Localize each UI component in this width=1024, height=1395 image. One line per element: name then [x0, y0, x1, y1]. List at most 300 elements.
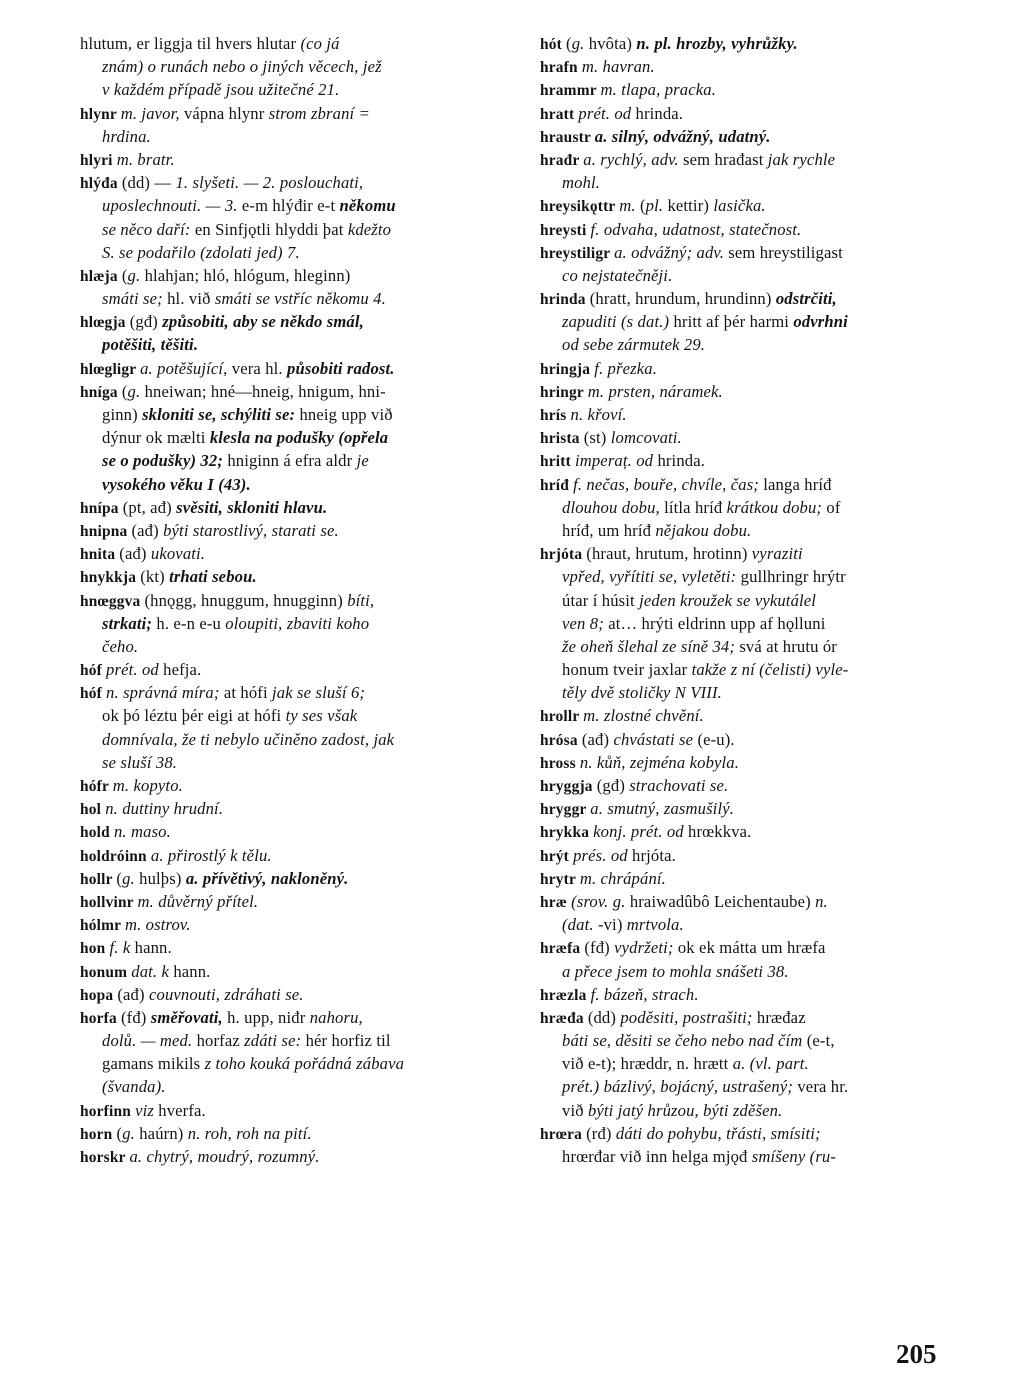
- entry-text: (e-t,: [806, 1031, 835, 1051]
- left-column: [80, 32, 508, 1168]
- headword: horn: [80, 1125, 117, 1143]
- entry-text: h. e-n e-u: [156, 613, 226, 633]
- entry-text: at hófi: [223, 683, 273, 703]
- entry-text: skloniti se, schýliti se:: [142, 405, 300, 424]
- entry-continuation-line: [80, 728, 508, 751]
- entry-text: z toho kouká pořádná zábava: [204, 1054, 405, 1074]
- entry-text: (ađ): [131, 520, 164, 540]
- entry-text: at… hrýti eldrinn upp af hǫlluni: [608, 613, 826, 633]
- entry-text: g.: [571, 34, 589, 53]
- entry-continuation-line: [540, 1052, 950, 1075]
- entry-text: strachovati se.: [629, 776, 729, 795]
- headword: hlæja: [80, 267, 122, 285]
- entry-line: [80, 1099, 508, 1122]
- entry-continuation-line: [80, 426, 508, 449]
- entry-continuation-line: [540, 310, 950, 333]
- entry-text: dýnur ok mælti: [102, 428, 210, 448]
- entry-line: [80, 32, 508, 55]
- entry-continuation-line: [540, 1145, 950, 1168]
- headword: hóf: [80, 662, 107, 680]
- entry-line: [80, 1122, 508, 1145]
- entry-text: dlouhou dobu,: [562, 497, 665, 517]
- entry-line: [80, 148, 508, 171]
- entry-text: vpřed, vyřítiti se, vyletěti:: [562, 567, 741, 587]
- entry-text: gullhringr hrýtr: [740, 567, 846, 587]
- entry-text: hann.: [173, 961, 211, 981]
- headword: hnita: [80, 546, 120, 564]
- headword: hrista: [540, 430, 584, 448]
- entry-text: těly dvě stoličky N VIII.: [562, 683, 722, 703]
- entry-continuation-line: [540, 960, 950, 983]
- entry-text: hrjóta.: [632, 845, 676, 865]
- entry-text: e-m hlýđir e-t: [241, 196, 340, 216]
- headword: hníga: [80, 383, 122, 401]
- entry-continuation-line: [540, 171, 950, 194]
- entry-line: [540, 890, 950, 913]
- headword: hon: [80, 940, 110, 958]
- entry-text: mrtvola.: [626, 915, 684, 935]
- entry-text: (hraut, hrutum, hrotinn): [586, 544, 752, 564]
- headword: hross: [540, 754, 580, 772]
- entry-text: f. nečas, bouře, chvíle, čas;: [573, 474, 764, 494]
- headword: horskr: [80, 1149, 130, 1166]
- entry-text: a. chytrý, moudrý, rozumný.: [129, 1147, 320, 1166]
- entry-text: hraiwadûbô Leichentaube): [629, 891, 816, 911]
- entry-text: dáti do pohybu, třásti, smísiti;: [615, 1123, 821, 1143]
- headword: hnipna: [80, 522, 132, 540]
- entry-text: je: [356, 451, 369, 471]
- entry-text: svá at hrutu ór: [739, 636, 837, 656]
- entry-text: hrinda.: [657, 451, 706, 471]
- entry-continuation-line: [540, 658, 950, 681]
- entry-text: n. roh, roh na pití.: [187, 1123, 312, 1143]
- entry-text: (kt): [140, 567, 170, 587]
- headword: hræfa: [540, 940, 585, 958]
- headword: hrafn: [540, 59, 582, 77]
- right-column: [540, 32, 950, 1168]
- entry-text: a. (vl. part.: [732, 1054, 809, 1074]
- entry-text: (hnǫgg, hnuggum, hnugginn): [144, 590, 348, 610]
- entry-text: klesla na podušky (opřela: [209, 428, 389, 448]
- entry-continuation-line: [80, 125, 508, 148]
- entry-text: prét. od: [106, 660, 164, 680]
- entry-text: g.: [122, 1123, 140, 1143]
- entry-line: [540, 449, 950, 472]
- entry-text: působiti radost.: [287, 358, 395, 378]
- entry-line: [540, 148, 950, 171]
- entry-line: [540, 728, 950, 751]
- entry-text: vyraziti: [751, 544, 803, 564]
- entry-line: [80, 797, 508, 820]
- entry-text: jak se sluší 6;: [272, 683, 366, 703]
- entry-text: m. chrápání.: [579, 868, 666, 888]
- entry-continuation-line: [80, 241, 508, 264]
- entry-text: n. křoví.: [570, 405, 627, 424]
- entry-continuation-line: [540, 565, 950, 588]
- entry-text: n. duttiny hrudní.: [105, 799, 224, 819]
- entry-line: [540, 867, 950, 890]
- entry-continuation-line: [80, 751, 508, 774]
- entry-text: m.: [619, 196, 640, 216]
- entry-line: [80, 1145, 508, 1168]
- entry-line: [80, 310, 508, 333]
- entry-text: n. kůň, zejména kobyla.: [579, 752, 740, 772]
- entry-text: (rđ): [586, 1123, 616, 1143]
- entry-text: od sebe zármutek 29.: [562, 335, 706, 355]
- entry-text: (co já: [300, 34, 340, 53]
- entry-line: [80, 519, 508, 542]
- entry-text: lasička.: [713, 196, 766, 216]
- entry-line: [540, 820, 950, 843]
- entry-text: vysokého věku I (43).: [102, 474, 251, 494]
- headword: holdróinn: [80, 847, 151, 865]
- entry-text: (: [116, 868, 123, 888]
- entry-text: směřovati,: [150, 1007, 228, 1027]
- entry-continuation-line: [540, 612, 950, 635]
- entry-text: smáti se;: [102, 289, 168, 309]
- entry-text: viz: [135, 1100, 159, 1120]
- entry-text: S. se podařilo (zdolati jed) 7.: [102, 242, 300, 262]
- headword: hreysikǫttr: [540, 198, 620, 216]
- entry-continuation-line: [80, 1029, 508, 1052]
- entry-line: [80, 496, 508, 519]
- entry-text: prét. od: [578, 103, 636, 123]
- entry-text: (srov. g.: [571, 891, 630, 911]
- entry-text: pl.: [645, 196, 668, 216]
- entry-text: býti jatý hrůzou, býti zděšen.: [587, 1100, 783, 1120]
- entry-text: konj. prét. od: [593, 822, 689, 842]
- entry-text: se o podušky) 32;: [102, 451, 228, 471]
- entry-text: sem hrađast: [683, 149, 768, 169]
- entry-text: mohl.: [562, 173, 601, 193]
- headword: hrósa: [540, 731, 582, 749]
- entry-text: trhati sebou.: [169, 567, 257, 587]
- entry-text: m. kopyto.: [112, 776, 183, 795]
- entry-text: ginn): [102, 405, 143, 424]
- entry-line: [540, 241, 950, 264]
- entry-text: nahoru,: [309, 1007, 363, 1027]
- entry-text: gamans mikils: [102, 1054, 205, 1074]
- entry-text: smíšeny (ru-: [751, 1147, 837, 1166]
- entry-text: odvrhni: [793, 312, 848, 332]
- entry-continuation-line: [540, 681, 950, 704]
- entry-text: prét.) bázlivý, bojácný, ustrašený;: [562, 1077, 798, 1097]
- entry-text: hann.: [134, 938, 172, 958]
- entry-text: jak rychle: [767, 149, 836, 169]
- entry-line: [80, 658, 508, 681]
- entry-text: způsobiti, aby se někdo smál,: [162, 312, 364, 332]
- headword: hryggr: [540, 801, 591, 819]
- entry-text: en Sinfjǫtli hlyddi þat: [194, 219, 348, 239]
- entry-text: a přece jsem to mohla snášeti 38.: [562, 961, 789, 981]
- entry-text: -vi): [597, 915, 627, 935]
- entry-text: hvôta): [588, 34, 637, 53]
- entry-line: [540, 774, 950, 797]
- entry-text: (fđ): [584, 938, 615, 958]
- entry-line: [540, 844, 950, 867]
- entry-text: hríđ, um hríđ: [562, 520, 656, 540]
- entry-text: m. bratr.: [116, 149, 175, 169]
- entry-text: jeden kroužek se vykutálel: [639, 590, 817, 610]
- entry-text: f. k: [109, 938, 135, 958]
- entry-text: co nejstatečněji.: [562, 265, 673, 285]
- headword: horfa: [80, 1009, 121, 1027]
- entry-continuation-line: [540, 1099, 950, 1122]
- entry-text: smáti se vstříc někomu 4.: [214, 289, 386, 309]
- entry-text: hræđaz: [756, 1007, 806, 1027]
- entry-text: zdáti se:: [244, 1031, 306, 1051]
- entry-text: lítla hríđ: [664, 497, 727, 517]
- entry-line: [540, 983, 950, 1006]
- entry-continuation-line: [80, 287, 508, 310]
- entry-continuation-line: [80, 1075, 508, 1098]
- entry-continuation-line: [80, 1052, 508, 1075]
- entry-text: se sluší 38.: [102, 752, 178, 772]
- entry-text: hlutum, er liggja til hvers hlutar: [80, 34, 301, 53]
- entry-line: [80, 171, 508, 194]
- entry-text: (: [116, 1123, 123, 1143]
- headword: hlœgja: [80, 314, 130, 332]
- entry-text: ok ek mátta um hræfa: [677, 938, 826, 958]
- entry-text: ty ses však: [285, 706, 358, 726]
- entry-text: langa hríđ: [763, 474, 832, 494]
- entry-text: hrœrđar við inn helga mjǫđ: [562, 1147, 752, 1166]
- entry-text: (: [566, 34, 572, 53]
- entry-line: [540, 936, 950, 959]
- headword: hreysti: [540, 221, 591, 239]
- entry-text: znám) o runách nebo o jiných věcech, jež: [102, 57, 382, 77]
- entry-text: někomu: [339, 196, 396, 216]
- entry-text: nějakou dobu.: [655, 520, 752, 540]
- entry-line: [540, 125, 950, 148]
- entry-text: (ađ): [119, 544, 151, 564]
- entry-text: hniginn á efra aldr: [227, 451, 357, 471]
- entry-text: m. tlapa, pracka.: [600, 80, 716, 100]
- headword: hopa: [80, 986, 118, 1004]
- entry-text: (gđ): [596, 776, 630, 795]
- entry-text: čeho.: [102, 636, 139, 656]
- entry-continuation-line: [540, 635, 950, 658]
- entry-text: g.: [122, 868, 140, 888]
- entry-continuation-line: [80, 194, 508, 217]
- entry-continuation-line: [540, 1075, 950, 1098]
- entry-text: vydržeti;: [614, 938, 678, 958]
- headword: hræzla: [540, 986, 591, 1004]
- headword: hrytr: [540, 870, 580, 888]
- entry-line: [540, 542, 950, 565]
- entry-text: vápna hlynr: [183, 103, 269, 123]
- entry-continuation-line: [80, 704, 508, 727]
- headword: hold: [80, 824, 114, 842]
- entry-continuation-line: [80, 449, 508, 472]
- entry-text: (dd) —: [121, 173, 176, 193]
- entry-line: [540, 55, 950, 78]
- headword: hrjóta: [540, 546, 587, 564]
- entry-text: (e-u).: [697, 729, 735, 749]
- entry-line: [540, 1122, 950, 1145]
- entry-text: hrinda.: [635, 103, 684, 123]
- entry-text: 1. slyšeti. — 2. poslouchati,: [175, 173, 364, 193]
- entry-text: chvástati se: [613, 729, 698, 749]
- entry-text: (ađ): [581, 729, 614, 749]
- entry-text: a. přívětivý, nakloněný.: [185, 868, 349, 888]
- headword: hollr: [80, 870, 117, 888]
- entry-text: couvnouti, zdráhati se.: [148, 984, 304, 1004]
- headword: hringja: [540, 360, 595, 378]
- entry-text: a. odvážný; adv.: [614, 242, 729, 262]
- entry-text: hulþs): [139, 868, 186, 888]
- entry-text: oloupiti, zbaviti koho: [225, 613, 370, 633]
- entry-text: (ađ): [117, 984, 149, 1004]
- entry-text: domnívala, že ti nebylo učiněno zadost, jak: [102, 729, 395, 749]
- entry-continuation-line: [540, 913, 950, 936]
- entry-text: že oheň šlehal ze síně 34;: [562, 636, 740, 656]
- entry-line: [80, 357, 508, 380]
- entry-text: a. rychlý, adv.: [583, 149, 684, 169]
- entry-continuation-line: [540, 264, 950, 287]
- entry-line: [540, 194, 950, 217]
- entry-line: [80, 264, 508, 287]
- entry-text: bíti,: [347, 590, 375, 610]
- entry-continuation-line: [80, 218, 508, 241]
- entry-continuation-line: [80, 612, 508, 635]
- entry-line: [80, 867, 508, 890]
- entry-text: ok þó léztu þér eigi at hófi: [102, 706, 286, 726]
- entry-line: [540, 32, 950, 55]
- entry-text: prés. od: [573, 845, 633, 865]
- entry-line: [80, 983, 508, 1006]
- entry-text: (pt, ađ): [122, 497, 177, 517]
- entry-continuation-line: [540, 496, 950, 519]
- entry-text: við: [562, 1100, 588, 1120]
- headword: honum: [80, 963, 132, 981]
- entry-text: poděsiti, postrašiti;: [620, 1007, 757, 1027]
- entry-line: [80, 844, 508, 867]
- entry-text: n. maso.: [113, 822, 171, 842]
- entry-text: (gđ): [129, 312, 163, 332]
- entry-line: [540, 78, 950, 101]
- entry-text: se něco daří:: [102, 219, 195, 239]
- headword: hræđa: [540, 1009, 588, 1027]
- entry-text: hneiwan; hné—hneig, hnigum, hni-: [144, 381, 386, 401]
- entry-line: [80, 936, 508, 959]
- entry-text: (: [121, 265, 128, 285]
- entry-line: [540, 287, 950, 310]
- entry-line: [540, 380, 950, 403]
- entry-line: [80, 565, 508, 588]
- entry-text: ukovati.: [150, 544, 206, 564]
- entry-line: [80, 913, 508, 936]
- entry-text: (dat.: [562, 915, 598, 935]
- headword: hrađr: [540, 151, 584, 169]
- entry-continuation-line: [540, 333, 950, 356]
- entry-text: n. správná míra;: [106, 683, 224, 703]
- entry-text: m. prsten, náramek.: [587, 381, 723, 401]
- entry-continuation-line: [80, 635, 508, 658]
- entry-continuation-line: [540, 1029, 950, 1052]
- entry-text: a. potěšující,: [140, 358, 232, 378]
- entry-text: hrdina.: [102, 126, 151, 146]
- entry-text: f. přezka.: [594, 358, 657, 378]
- entry-line: [540, 1006, 950, 1029]
- page-number: 205: [896, 1339, 937, 1369]
- entry-text: báti se, děsiti se čeho nebo nad čím: [562, 1031, 807, 1051]
- entry-text: (hratt, hrundum, hrundinn): [589, 289, 776, 309]
- entry-text: við e-t); hræddr, n. hrætt: [562, 1054, 733, 1074]
- entry-text: dat. k: [131, 961, 174, 981]
- entry-text: hrœkkva.: [688, 822, 752, 842]
- entry-line: [80, 681, 508, 704]
- entry-text: hlahjan; hló, hlógum, hleginn): [144, 265, 351, 285]
- entry-continuation-line: [80, 55, 508, 78]
- headword: hófr: [80, 778, 113, 795]
- entry-line: [80, 380, 508, 403]
- entry-text: strom zbraní =: [268, 103, 370, 123]
- entry-text: dolů. — med.: [102, 1031, 197, 1051]
- entry-line: [540, 797, 950, 820]
- entry-continuation-line: [80, 78, 508, 101]
- headword: hlœgligr: [80, 360, 141, 378]
- entry-text: f. bázeň, strach.: [590, 984, 699, 1004]
- entry-text: honum tveir jaxlar: [562, 660, 692, 680]
- headword: hrollr: [540, 708, 584, 726]
- entry-text: takže z ní (čelisti) vyle-: [691, 660, 849, 680]
- entry-line: [80, 820, 508, 843]
- entry-text: m. javor,: [120, 103, 184, 123]
- entry-text: m. ostrov.: [124, 915, 191, 935]
- entry-text: sem hreystiligast: [728, 242, 843, 262]
- headword: hratt: [540, 105, 579, 123]
- entry-text: haúrn): [139, 1123, 188, 1143]
- entry-text: a. přirostlý k tělu.: [150, 845, 272, 865]
- entry-text: horfaz: [196, 1031, 245, 1051]
- entry-line: [80, 102, 508, 125]
- headword: hnykkja: [80, 569, 141, 587]
- headword: hol: [80, 801, 106, 819]
- entry-text: (: [121, 381, 128, 401]
- entry-text: v každém případě jsou užitečné 21.: [102, 80, 340, 100]
- entry-text: hritt af þér harmi: [673, 312, 794, 332]
- entry-text: vera hr.: [797, 1077, 849, 1097]
- headword: hót: [540, 36, 567, 53]
- headword: hríđ: [540, 476, 574, 494]
- entry-text: býti starostlivý, starati se.: [163, 520, 339, 540]
- entry-text: hverfa.: [158, 1100, 206, 1120]
- entry-text: (fđ): [120, 1007, 151, 1027]
- entry-text: g.: [127, 265, 145, 285]
- headword: hnípa: [80, 499, 123, 517]
- entry-text: útar í húsit: [562, 590, 640, 610]
- entry-text: (švanda).: [102, 1077, 166, 1097]
- headword: hrýt: [540, 847, 574, 865]
- entry-text: m. havran.: [581, 57, 655, 77]
- entry-text: a. silný, odvážný, udatný.: [594, 126, 771, 146]
- entry-text: n. pl. hrozby, vyhrůžky.: [636, 34, 798, 53]
- headword: hrœra: [540, 1125, 587, 1143]
- entry-text: (st): [583, 428, 611, 448]
- entry-line: [80, 1006, 508, 1029]
- entry-text: imperaț. od: [574, 451, 658, 471]
- entry-line: [80, 542, 508, 565]
- entry-line: [540, 751, 950, 774]
- entry-continuation-line: [540, 519, 950, 542]
- headword: hlynr: [80, 105, 121, 123]
- entry-line: [80, 960, 508, 983]
- entry-line: [540, 426, 950, 449]
- entry-line: [540, 102, 950, 125]
- entry-text: uposlechnouti. — 3.: [102, 196, 242, 216]
- headword: hreystiligr: [540, 244, 615, 262]
